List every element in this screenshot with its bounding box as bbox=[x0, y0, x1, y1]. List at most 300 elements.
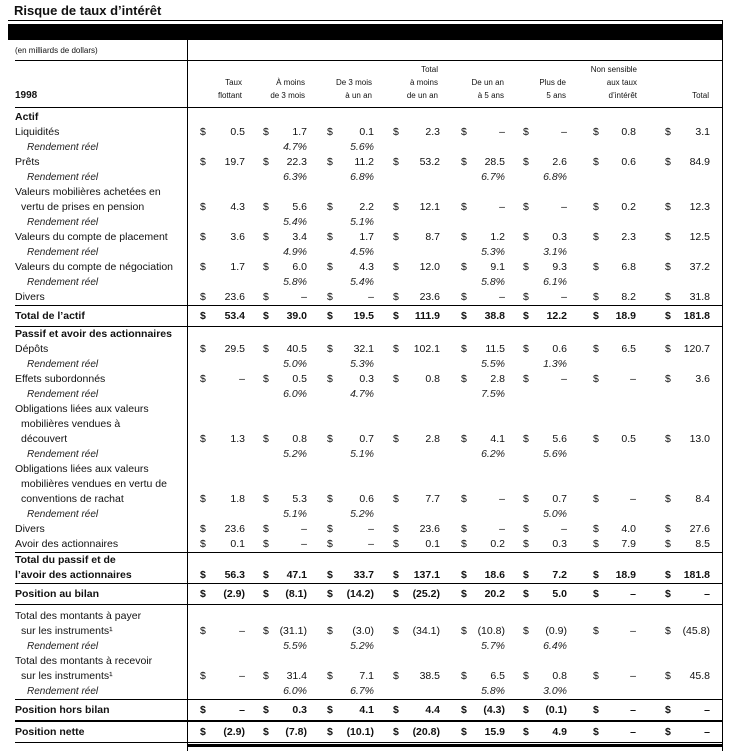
value-cell: – bbox=[368, 523, 374, 535]
yield-cell: 6.8% bbox=[350, 171, 374, 183]
column-header: De un an bbox=[471, 78, 504, 87]
value-cell: 1.8 bbox=[230, 493, 245, 505]
value-cell: 18.6 bbox=[484, 569, 505, 581]
value-cell: – bbox=[704, 726, 710, 738]
value-cell: 53.4 bbox=[224, 310, 245, 322]
dollar-sign: $ bbox=[593, 261, 599, 273]
dollar-sign: $ bbox=[200, 670, 206, 682]
value-cell: 3.4 bbox=[292, 231, 307, 243]
value-cell: 0.8 bbox=[292, 433, 307, 445]
value-cell: 8.7 bbox=[425, 231, 440, 243]
value-cell: 1.3 bbox=[230, 433, 245, 445]
table-row bbox=[15, 200, 722, 215]
table-row bbox=[15, 462, 722, 477]
column-header: flottant bbox=[217, 91, 242, 100]
value-cell: 13.0 bbox=[689, 433, 710, 445]
value-cell: 0.1 bbox=[425, 538, 440, 550]
dollar-sign: $ bbox=[263, 523, 269, 535]
row-label: Total des montants à recevoir bbox=[15, 655, 153, 667]
yield-cell: 6.7% bbox=[481, 171, 505, 183]
yield-cell: 6.0% bbox=[283, 388, 307, 400]
dollar-sign: $ bbox=[263, 569, 269, 581]
value-cell: 0.1 bbox=[230, 538, 245, 550]
dollar-sign: $ bbox=[263, 373, 269, 385]
dollar-sign: $ bbox=[523, 704, 529, 716]
dollar-sign: $ bbox=[593, 670, 599, 682]
yield-cell: 4.5% bbox=[350, 246, 374, 258]
yield-cell: 5.3% bbox=[481, 246, 505, 258]
dollar-sign: $ bbox=[665, 625, 671, 637]
value-cell: 45.8 bbox=[689, 670, 710, 682]
table-row bbox=[15, 185, 722, 200]
dollar-sign: $ bbox=[327, 670, 333, 682]
value-cell: 2.8 bbox=[425, 433, 440, 445]
dollar-sign: $ bbox=[461, 569, 467, 581]
dollar-sign: $ bbox=[461, 261, 467, 273]
dollar-sign: $ bbox=[200, 261, 206, 273]
dollar-sign: $ bbox=[461, 156, 467, 168]
dollar-sign: $ bbox=[327, 343, 333, 355]
row-label: sur les instruments¹ bbox=[21, 625, 113, 637]
value-cell: 0.3 bbox=[552, 538, 567, 550]
value-cell: 4.0 bbox=[621, 523, 636, 535]
dollar-sign: $ bbox=[200, 625, 206, 637]
dollar-sign: $ bbox=[327, 156, 333, 168]
value-cell: 5.6 bbox=[552, 433, 567, 445]
dollar-sign: $ bbox=[665, 569, 671, 581]
column-header: À moins bbox=[276, 78, 305, 87]
value-cell: – bbox=[301, 538, 307, 550]
dollar-sign: $ bbox=[665, 156, 671, 168]
dollar-sign: $ bbox=[263, 231, 269, 243]
dollar-sign: $ bbox=[461, 670, 467, 682]
dollar-sign: $ bbox=[327, 231, 333, 243]
dollar-sign: $ bbox=[665, 126, 671, 138]
dollar-sign: $ bbox=[263, 670, 269, 682]
value-cell: 7.2 bbox=[552, 569, 567, 581]
value-cell: 6.8 bbox=[621, 261, 636, 273]
dollar-sign: $ bbox=[393, 625, 399, 637]
dollar-sign: $ bbox=[327, 625, 333, 637]
dollar-sign: $ bbox=[665, 201, 671, 213]
row-label: Divers bbox=[15, 291, 45, 303]
table-row bbox=[15, 522, 722, 537]
value-cell: 84.9 bbox=[689, 156, 710, 168]
value-cell: (14.2) bbox=[346, 588, 374, 600]
value-cell: 9.1 bbox=[490, 261, 505, 273]
value-cell: (0.9) bbox=[545, 625, 567, 637]
value-cell: (25.2) bbox=[412, 588, 440, 600]
value-cell: 18.9 bbox=[615, 310, 636, 322]
yield-cell: 4.7% bbox=[283, 141, 307, 153]
dollar-sign: $ bbox=[523, 493, 529, 505]
value-cell: 0.3 bbox=[292, 704, 307, 716]
header-rule bbox=[15, 107, 722, 108]
value-cell: 12.0 bbox=[419, 261, 440, 273]
dollar-sign: $ bbox=[200, 373, 206, 385]
row-label: Valeurs du compte de placement bbox=[15, 231, 168, 243]
dollar-sign: $ bbox=[200, 433, 206, 445]
yield-row bbox=[15, 387, 722, 402]
dollar-sign: $ bbox=[665, 343, 671, 355]
value-cell: – bbox=[239, 670, 245, 682]
dollar-sign: $ bbox=[263, 261, 269, 273]
dollar-sign: $ bbox=[200, 201, 206, 213]
value-cell: 0.6 bbox=[552, 343, 567, 355]
row-label: Total des montants à payer bbox=[15, 610, 142, 622]
yield-cell: 6.1% bbox=[543, 276, 567, 288]
dollar-sign: $ bbox=[461, 126, 467, 138]
header-bar bbox=[8, 24, 723, 40]
value-cell: 7.7 bbox=[425, 493, 440, 505]
value-cell: 102.1 bbox=[413, 343, 440, 355]
dollar-sign: $ bbox=[200, 343, 206, 355]
table-row bbox=[15, 372, 722, 387]
value-cell: (10.1) bbox=[346, 726, 374, 738]
right-border bbox=[722, 20, 723, 751]
dollar-sign: $ bbox=[393, 433, 399, 445]
row-label: conventions de rachat bbox=[21, 493, 124, 505]
dollar-sign: $ bbox=[523, 310, 529, 322]
row-label: sur les instruments¹ bbox=[21, 670, 113, 682]
dollar-sign: $ bbox=[461, 704, 467, 716]
row-label: Rendement réel bbox=[27, 217, 99, 228]
value-cell: 6.5 bbox=[490, 670, 505, 682]
dollar-sign: $ bbox=[665, 310, 671, 322]
dollar-sign: $ bbox=[593, 126, 599, 138]
table-row bbox=[15, 230, 722, 245]
yield-cell: 6.8% bbox=[543, 171, 567, 183]
total-row bbox=[15, 552, 722, 583]
dollar-sign: $ bbox=[393, 493, 399, 505]
yield-cell: 5.2% bbox=[350, 640, 374, 652]
row-label: Rendement réel bbox=[27, 142, 99, 153]
dollar-sign: $ bbox=[461, 343, 467, 355]
row-label: Valeurs mobilières achetées en bbox=[15, 186, 161, 198]
table-row bbox=[15, 624, 722, 639]
dollar-sign: $ bbox=[200, 231, 206, 243]
row-label: Position hors bilan bbox=[15, 704, 110, 716]
yield-cell: 5.3% bbox=[350, 358, 374, 370]
yield-cell: 5.1% bbox=[350, 216, 374, 228]
dollar-sign: $ bbox=[461, 310, 467, 322]
value-cell: 0.6 bbox=[359, 493, 374, 505]
dollar-sign: $ bbox=[523, 538, 529, 550]
value-cell: 4.1 bbox=[359, 704, 374, 716]
section-heading bbox=[15, 327, 722, 342]
yield-row bbox=[15, 507, 722, 522]
dollar-sign: $ bbox=[327, 538, 333, 550]
dollar-sign: $ bbox=[593, 569, 599, 581]
value-cell: 40.5 bbox=[286, 343, 307, 355]
dollar-sign: $ bbox=[393, 231, 399, 243]
value-cell: 181.8 bbox=[683, 310, 710, 322]
value-cell: 2.2 bbox=[359, 201, 374, 213]
value-cell: – bbox=[561, 291, 567, 303]
value-cell: – bbox=[630, 670, 636, 682]
table-row bbox=[15, 402, 722, 417]
yield-cell: 5.6% bbox=[543, 448, 567, 460]
dollar-sign: $ bbox=[200, 291, 206, 303]
value-cell: 4.1 bbox=[490, 433, 505, 445]
value-cell: 3.6 bbox=[695, 373, 710, 385]
value-cell: – bbox=[499, 201, 505, 213]
value-cell: – bbox=[561, 523, 567, 535]
dollar-sign: $ bbox=[665, 493, 671, 505]
value-cell: – bbox=[630, 373, 636, 385]
dollar-sign: $ bbox=[263, 126, 269, 138]
value-cell: 20.2 bbox=[484, 588, 505, 600]
dollar-sign: $ bbox=[327, 291, 333, 303]
dollar-sign: $ bbox=[665, 726, 671, 738]
table-row bbox=[15, 125, 722, 140]
row-label: Prêts bbox=[15, 156, 40, 168]
dollar-sign: $ bbox=[327, 523, 333, 535]
dollar-sign: $ bbox=[665, 231, 671, 243]
dollar-sign: $ bbox=[263, 156, 269, 168]
dollar-sign: $ bbox=[327, 493, 333, 505]
value-cell: 0.2 bbox=[490, 538, 505, 550]
value-cell: 0.3 bbox=[552, 231, 567, 243]
value-cell: – bbox=[499, 493, 505, 505]
dollar-sign: $ bbox=[593, 704, 599, 716]
value-cell: (20.8) bbox=[412, 726, 440, 738]
value-cell: (8.1) bbox=[285, 588, 307, 600]
value-cell: 31.8 bbox=[689, 291, 710, 303]
value-cell: 23.6 bbox=[419, 523, 440, 535]
value-cell: – bbox=[704, 704, 710, 716]
table-row bbox=[15, 155, 722, 170]
value-cell: 0.5 bbox=[292, 373, 307, 385]
yield-cell: 5.0% bbox=[283, 358, 307, 370]
dollar-sign: $ bbox=[327, 201, 333, 213]
value-cell: – bbox=[301, 523, 307, 535]
dollar-sign: $ bbox=[461, 538, 467, 550]
value-cell: 0.8 bbox=[425, 373, 440, 385]
value-cell: 181.8 bbox=[683, 569, 710, 581]
row-label: mobilières vendues à bbox=[21, 418, 121, 430]
dollar-sign: $ bbox=[593, 231, 599, 243]
dollar-sign: $ bbox=[523, 261, 529, 273]
value-cell: 11.2 bbox=[354, 156, 374, 168]
value-cell: – bbox=[561, 126, 567, 138]
dollar-sign: $ bbox=[665, 588, 671, 600]
yield-cell: 5.6% bbox=[350, 141, 374, 153]
value-cell: – bbox=[368, 538, 374, 550]
dollar-sign: $ bbox=[665, 704, 671, 716]
value-cell: 9.3 bbox=[552, 261, 567, 273]
dollar-sign: $ bbox=[461, 625, 467, 637]
value-cell: 23.6 bbox=[224, 291, 245, 303]
value-cell: 0.5 bbox=[621, 433, 636, 445]
dollar-sign: $ bbox=[200, 126, 206, 138]
value-cell: 12.5 bbox=[689, 231, 710, 243]
value-cell: 32.1 bbox=[353, 343, 374, 355]
yield-cell: 4.7% bbox=[350, 388, 374, 400]
dollar-sign: $ bbox=[200, 588, 206, 600]
dollar-sign: $ bbox=[200, 569, 206, 581]
value-cell: 8.2 bbox=[621, 291, 636, 303]
value-cell: 0.1 bbox=[359, 126, 374, 138]
dollar-sign: $ bbox=[327, 373, 333, 385]
value-cell: (31.1) bbox=[279, 625, 307, 637]
dollar-sign: $ bbox=[593, 156, 599, 168]
yield-cell: 6.4% bbox=[543, 640, 567, 652]
value-cell: – bbox=[499, 523, 505, 535]
dollar-sign: $ bbox=[263, 588, 269, 600]
column-header: De 3 mois bbox=[335, 78, 372, 87]
value-cell: 5.6 bbox=[292, 201, 307, 213]
column-header: aux taux bbox=[606, 78, 637, 87]
value-cell: 31.4 bbox=[286, 670, 307, 682]
value-cell: 23.6 bbox=[224, 523, 245, 535]
dollar-sign: $ bbox=[523, 726, 529, 738]
dollar-sign: $ bbox=[523, 625, 529, 637]
value-cell: 2.3 bbox=[425, 126, 440, 138]
dollar-sign: $ bbox=[200, 523, 206, 535]
yield-cell: 3.1% bbox=[543, 246, 567, 258]
row-label: vertu de prises en pension bbox=[21, 201, 145, 213]
dollar-sign: $ bbox=[593, 201, 599, 213]
value-cell: 47.1 bbox=[286, 569, 307, 581]
value-cell: 1.7 bbox=[359, 231, 374, 243]
dollar-sign: $ bbox=[461, 493, 467, 505]
value-cell: 12.2 bbox=[546, 310, 567, 322]
dollar-sign: $ bbox=[523, 156, 529, 168]
dollar-sign: $ bbox=[393, 156, 399, 168]
value-cell: – bbox=[630, 704, 636, 716]
page-title: Risque de taux d’intérêt bbox=[14, 3, 162, 18]
column-header: Non sensible bbox=[590, 65, 637, 74]
dollar-sign: $ bbox=[393, 373, 399, 385]
dollar-sign: $ bbox=[461, 291, 467, 303]
value-cell: – bbox=[561, 201, 567, 213]
units-rule bbox=[15, 60, 722, 61]
dollar-sign: $ bbox=[523, 291, 529, 303]
yield-row bbox=[15, 639, 722, 654]
value-cell: 0.8 bbox=[552, 670, 567, 682]
table-row bbox=[15, 492, 722, 507]
units-note: (en milliards de dollars) bbox=[15, 46, 98, 55]
value-cell: 22.3 bbox=[286, 156, 307, 168]
column-header: de un an bbox=[406, 91, 438, 100]
dollar-sign: $ bbox=[393, 291, 399, 303]
dollar-sign: $ bbox=[393, 538, 399, 550]
dollar-sign: $ bbox=[393, 704, 399, 716]
value-cell: 2.8 bbox=[490, 373, 505, 385]
table-row bbox=[15, 654, 722, 669]
dollar-sign: $ bbox=[461, 373, 467, 385]
column-header: 5 ans bbox=[546, 91, 566, 100]
dollar-sign: $ bbox=[263, 433, 269, 445]
value-cell: – bbox=[239, 625, 245, 637]
table-row bbox=[15, 432, 722, 447]
dollar-sign: $ bbox=[523, 343, 529, 355]
row-label: Rendement réel bbox=[27, 277, 99, 288]
dollar-sign: $ bbox=[200, 704, 206, 716]
value-cell: 38.8 bbox=[484, 310, 505, 322]
value-cell: 1.7 bbox=[292, 126, 307, 138]
dollar-sign: $ bbox=[523, 670, 529, 682]
dollar-sign: $ bbox=[263, 291, 269, 303]
value-cell: 0.7 bbox=[552, 493, 567, 505]
value-cell: 38.5 bbox=[419, 670, 440, 682]
dollar-sign: $ bbox=[523, 231, 529, 243]
value-cell: 0.6 bbox=[621, 156, 636, 168]
total-row bbox=[15, 305, 722, 327]
value-cell: – bbox=[630, 493, 636, 505]
row-label: Obligations liées aux valeurs bbox=[15, 403, 149, 415]
dollar-sign: $ bbox=[327, 588, 333, 600]
table-row bbox=[15, 342, 722, 357]
dollar-sign: $ bbox=[327, 704, 333, 716]
row-label: Position nette bbox=[15, 726, 85, 738]
dollar-sign: $ bbox=[263, 726, 269, 738]
yield-row bbox=[15, 447, 722, 462]
column-header: Total bbox=[692, 91, 709, 100]
value-cell: 5.0 bbox=[552, 588, 567, 600]
yield-cell: 5.8% bbox=[481, 685, 505, 697]
dollar-sign: $ bbox=[263, 493, 269, 505]
yield-row bbox=[15, 357, 722, 372]
value-cell: 0.8 bbox=[621, 126, 636, 138]
row-label: Actif bbox=[15, 111, 39, 123]
value-cell: 0.3 bbox=[359, 373, 374, 385]
yield-cell: 5.2% bbox=[350, 508, 374, 520]
value-cell: 111.9 bbox=[414, 310, 440, 322]
table-row bbox=[15, 477, 722, 492]
dollar-sign: $ bbox=[200, 156, 206, 168]
dollar-sign: $ bbox=[327, 310, 333, 322]
row-label: Rendement réel bbox=[27, 247, 99, 258]
dollar-sign: $ bbox=[461, 201, 467, 213]
dollar-sign: $ bbox=[263, 343, 269, 355]
yield-row bbox=[15, 170, 722, 185]
value-cell: (34.1) bbox=[412, 625, 440, 637]
value-cell: – bbox=[368, 291, 374, 303]
value-cell: 19.5 bbox=[353, 310, 374, 322]
value-cell: 12.3 bbox=[689, 201, 710, 213]
value-cell: 12.1 bbox=[419, 201, 440, 213]
value-cell: 19.7 bbox=[224, 156, 245, 168]
dollar-sign: $ bbox=[263, 201, 269, 213]
dollar-sign: $ bbox=[393, 310, 399, 322]
dollar-sign: $ bbox=[461, 726, 467, 738]
value-cell: 137.1 bbox=[413, 569, 440, 581]
value-cell: 2.3 bbox=[621, 231, 636, 243]
dollar-sign: $ bbox=[393, 126, 399, 138]
value-cell: – bbox=[630, 588, 636, 600]
yield-cell: 5.8% bbox=[481, 276, 505, 288]
yield-cell: 6.7% bbox=[350, 685, 374, 697]
table-row bbox=[15, 609, 722, 624]
row-label: Effets subordonnés bbox=[15, 373, 106, 385]
row-label: Rendement réel bbox=[27, 172, 99, 183]
dollar-sign: $ bbox=[523, 523, 529, 535]
value-cell: 3.1 bbox=[695, 126, 710, 138]
value-cell: 0.7 bbox=[359, 433, 374, 445]
yield-cell: 5.5% bbox=[481, 358, 505, 370]
value-cell: (7.8) bbox=[285, 726, 307, 738]
row-label: Position au bilan bbox=[15, 588, 100, 600]
dollar-sign: $ bbox=[393, 569, 399, 581]
value-cell: 1.7 bbox=[230, 261, 245, 273]
value-cell: 4.3 bbox=[359, 261, 374, 273]
yield-cell: 5.5% bbox=[283, 640, 307, 652]
value-cell: 23.6 bbox=[419, 291, 440, 303]
column-header: Plus de bbox=[539, 78, 566, 87]
yield-cell: 3.0% bbox=[543, 685, 567, 697]
